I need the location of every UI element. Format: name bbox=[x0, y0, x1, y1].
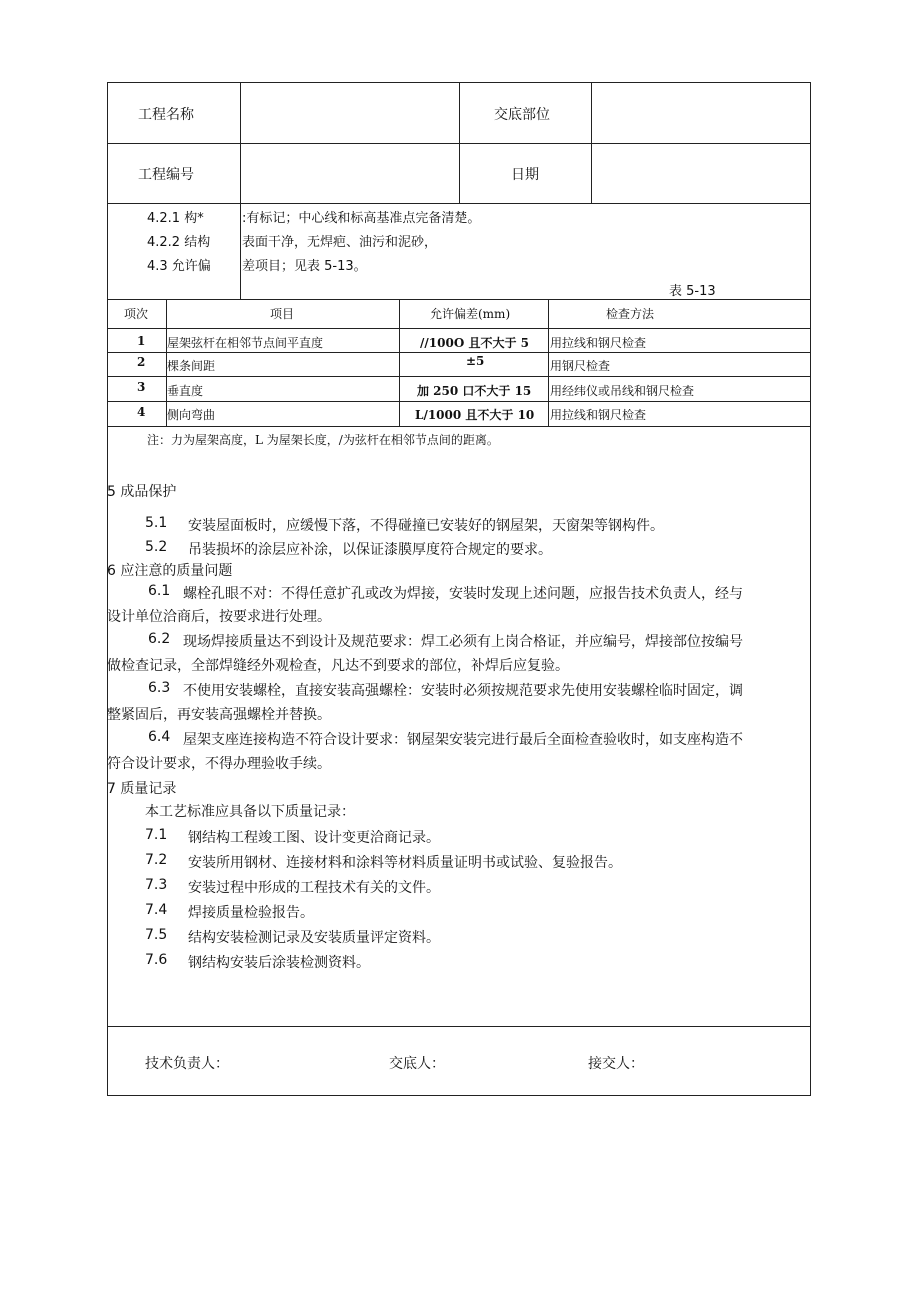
intro-right-3: 差项目；见表 5-13。 bbox=[242, 259, 367, 274]
table-bottom-line bbox=[107, 426, 811, 427]
item-7-5-num: 7.5 bbox=[145, 927, 168, 943]
table-col-2 bbox=[399, 299, 400, 426]
item-6-1-num: 6.1 bbox=[148, 583, 171, 599]
item-6-4-line1: 屋架支座连接构造不符合设计要求：钢屋架安装完进行最后全面检查验收时，如支座构造不 bbox=[183, 732, 743, 748]
item-5-2-text: 吊装损坏的涂层应补涂，以保证漆膜厚度符合规定的要求。 bbox=[188, 542, 552, 558]
item-6-4-line2: 符合设计要求，不得办理验收手续。 bbox=[107, 756, 331, 772]
tech-lead-label: 技术负责人： bbox=[145, 1056, 229, 1072]
table-row-1-method: 用拉线和钢尺检查 bbox=[550, 336, 647, 350]
item-6-1-line1: 螺栓孔眼不对：不得任意扩孔或改为焊接，安装时发现上述问题，应报告技术负责人，经与 bbox=[183, 586, 743, 602]
table-row-2-item: 棵条间距 bbox=[167, 359, 216, 373]
disclosure-part-label: 交底部位 bbox=[494, 107, 550, 123]
item-6-1-line2: 设计单位洽商后，按要求进行处理。 bbox=[107, 609, 331, 625]
intro-left-2: 4.2.2 结构 bbox=[147, 235, 211, 250]
table-row-3-no: 3 bbox=[137, 380, 146, 394]
section-7-intro: 本工艺标准应具备以下质量记录： bbox=[145, 804, 355, 820]
th-method: 检查方法 bbox=[606, 307, 655, 321]
project-name-label: 工程名称 bbox=[138, 107, 194, 123]
table-row-1-tolerance: //100O 且不大于 5 bbox=[420, 336, 529, 350]
table-header-line bbox=[107, 328, 811, 329]
item-7-4-num: 7.4 bbox=[145, 902, 168, 918]
item-6-2-line1: 现场焊接质量达不到设计及规范要求：焊工必须有上岗合格证，并应编号，焊接部位按编号 bbox=[183, 634, 743, 650]
item-5-1-num: 5.1 bbox=[145, 515, 168, 531]
item-7-6-text: 钢结构安装后涂装检测资料。 bbox=[188, 955, 370, 971]
table-caption: 表 5-13 bbox=[669, 284, 716, 299]
discloser-label: 交底人： bbox=[389, 1056, 445, 1072]
table-row-2-tolerance: ±5 bbox=[466, 354, 485, 368]
header-divider-2 bbox=[107, 203, 811, 204]
item-7-1-text: 钢结构工程竣工图、设计变更洽商记录。 bbox=[188, 830, 440, 846]
table-row-3-tolerance: 加 250 口不大于 15 bbox=[417, 384, 532, 398]
item-6-3-line1: 不使用安装螺栓，直接安装高强螺栓：安装时必须按规范要求先使用安装螺栓临时固定，调 bbox=[183, 683, 743, 699]
table-col-3 bbox=[548, 299, 549, 426]
section-5-title: 5 成品保护 bbox=[107, 484, 177, 500]
th-no: 项次 bbox=[124, 307, 149, 321]
table-row-2-no: 2 bbox=[137, 355, 146, 369]
th-item: 项目 bbox=[270, 307, 295, 321]
date-label: 日期 bbox=[511, 167, 539, 183]
receiver-label: 接交人： bbox=[588, 1056, 644, 1072]
item-7-2-num: 7.2 bbox=[145, 852, 168, 868]
table-row-line-1 bbox=[107, 352, 811, 353]
table-row-4-method: 用拉线和钢尺检查 bbox=[550, 408, 647, 422]
table-row-4-tolerance: L/1000 且不大于 10 bbox=[415, 408, 535, 422]
header-col-1 bbox=[240, 82, 241, 203]
item-7-6-num: 7.6 bbox=[145, 952, 168, 968]
section-7-title: 7 质量记录 bbox=[107, 781, 177, 797]
intro-right-1: :有标记；中心线和标高基准点完备清楚。 bbox=[242, 211, 481, 226]
intro-right-2: 表面干净，无焊疤、油污和泥砂， bbox=[242, 235, 438, 250]
signature-divider bbox=[107, 1026, 811, 1027]
item-7-3-text: 安装过程中形成的工程技术有关的文件。 bbox=[188, 880, 440, 896]
table-top-line bbox=[107, 299, 811, 300]
item-7-3-num: 7.3 bbox=[145, 877, 168, 893]
project-no-label: 工程编号 bbox=[138, 167, 194, 183]
intro-col-divider bbox=[240, 203, 241, 299]
table-row-line-2 bbox=[107, 376, 811, 377]
item-6-2-num: 6.2 bbox=[148, 631, 171, 647]
table-row-4-item: 侧向弯曲 bbox=[167, 408, 216, 422]
section-6-title: 6 应注意的质量问题 bbox=[107, 563, 233, 579]
table-row-line-3 bbox=[107, 401, 811, 402]
item-7-4-text: 焊接质量检验报告。 bbox=[188, 905, 314, 921]
item-6-4-num: 6.4 bbox=[148, 729, 171, 745]
item-7-1-num: 7.1 bbox=[145, 827, 168, 843]
header-col-3 bbox=[591, 82, 592, 203]
th-tolerance: 允许偏差(mm) bbox=[430, 307, 511, 321]
table-row-4-no: 4 bbox=[137, 405, 146, 419]
item-5-1-text: 安装屋面板时，应缓慢下落，不得碰撞已安装好的钢屋架，天窗架等钢构件。 bbox=[188, 518, 664, 534]
item-6-3-line2: 整紧固后，再安装高强螺栓并替换。 bbox=[107, 707, 331, 723]
table-row-1-item: 屋架弦杆在相邻节点间平直度 bbox=[167, 336, 324, 350]
table-row-2-method: 用钢尺检查 bbox=[550, 359, 611, 373]
table-note: 注：力为屋架高度，L 为屋架长度，/为弦杆在相邻节点间的距离。 bbox=[147, 433, 499, 447]
item-7-5-text: 结构安装检测记录及安装质量评定资料。 bbox=[188, 930, 440, 946]
item-5-2-num: 5.2 bbox=[145, 539, 168, 555]
table-row-3-method: 用经纬仪或吊线和钢尺检查 bbox=[550, 384, 695, 398]
intro-left-1: 4.2.1 构* bbox=[147, 211, 204, 226]
item-6-3-num: 6.3 bbox=[148, 680, 171, 696]
header-col-2 bbox=[459, 82, 460, 203]
table-row-3-item: 垂直度 bbox=[167, 384, 204, 398]
table-row-1-no: 1 bbox=[137, 334, 146, 348]
item-6-2-line2: 做检查记录，全部焊缝经外观检查，凡达不到要求的部位，补焊后应复验。 bbox=[107, 658, 569, 674]
item-7-2-text: 安装所用钢材、连接材料和涂料等材料质量证明书或试验、复验报告。 bbox=[188, 855, 622, 871]
intro-left-3: 4.3 允许偏 bbox=[147, 259, 211, 274]
